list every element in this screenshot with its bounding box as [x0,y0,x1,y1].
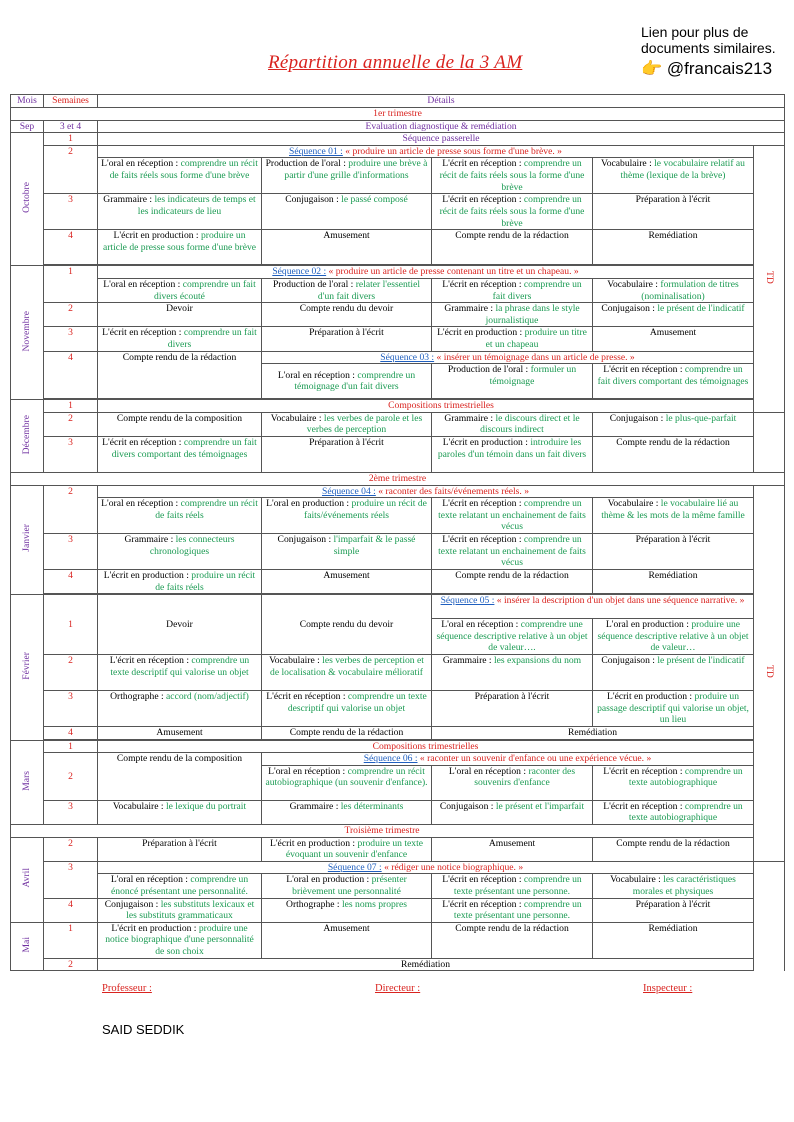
cell: Compte rendu du devoir [262,303,432,327]
week: 1 [44,740,98,753]
month-avril: Avril [21,868,33,888]
month-janvier: Janvier [21,524,33,552]
cell: Remédiation [593,230,754,265]
sequence-02-title: Séquence 02 : « produire un article de presse contenant un titre et un chapeau. » [98,266,754,279]
month-sep: Sep [11,120,44,133]
cell: Amusement [593,327,754,351]
month-octobre: Octobre [21,182,33,213]
cell: Compte rendu de la rédaction [593,436,754,472]
cell: Préparation à l'écrit [593,534,754,570]
cell: Préparation à l'écrit [98,837,262,861]
cell: L'écrit en réception : comprendre un texte autobiographique [593,765,754,800]
cell: L'écrit en production : produire un article de presse sous forme d'une brève [98,230,262,265]
week: 4 [44,351,98,399]
cell: L'écrit en réception : comprendre un texte présentant une personne. [432,874,593,898]
cell: Compte rendu de la rédaction [432,922,593,958]
header-details: Détails [98,95,785,108]
cell: Préparation à l'écrit [593,898,754,922]
week: 3 [44,436,98,472]
header-mois: Mois [11,95,44,108]
cell: Compte rendu de la rédaction [593,837,754,861]
cell: L'écrit en réception : comprendre un fait divers comportant des témoignages [593,364,754,399]
week: 2 [44,412,98,436]
cell: L'écrit en production : produire une notice biographique d'une personnalité de son choix [98,922,262,958]
cell: Devoir [98,595,262,655]
month-mai: Mai [21,937,33,953]
cell: Grammaire : la phrase dans le style journalistique [432,303,593,327]
cell: Production de l'oral : relater l'essentiel d'un fait divers [262,278,432,302]
week: 2 [44,837,98,861]
cell: L'écrit en réception : comprendre un fait divers comportant des témoignages [98,436,262,472]
cell: L'écrit en réception : comprendre un texte descriptif qui valorise un objet [262,691,432,727]
cell: Vocabulaire : formulation de titres (nominalisation) [593,278,754,302]
cell: Remédiation [593,922,754,958]
cell: L'écrit en production : produire un récit de faits réels [98,570,262,594]
sequence-04-title: Séquence 04 : « raconter des faits/événements réels. » [98,485,754,498]
month-fevrier: Février [21,651,33,680]
cell: L'écrit en réception : comprendre un texte relatant un enchainement de faits vécus [432,498,593,534]
cell: Remédiation [432,727,754,740]
header-semaines: Semaines [44,95,98,108]
cell: Amusement [262,230,432,265]
cell: Vocabulaire : les verbes de perception et de localisation & vocabulaire mélioratif [262,655,432,691]
cell: Remédiation [593,570,754,594]
week: 2 [44,655,98,691]
cell: Orthographe : accord (nom/adjectif) [98,691,262,727]
cell: L'oral en réception : comprendre un témoignage d'un fait divers [262,364,432,399]
cell: Grammaire : les expansions du nom [432,655,593,691]
week: 1 [44,595,98,655]
cell: L'écrit en réception : comprendre un récit de faits réels sous la forme d'une brève [432,158,593,194]
cell: Préparation à l'écrit [593,194,754,230]
week: 3 [44,327,98,351]
cell: L'écrit en réception : comprendre un texte autobiographique [593,800,754,824]
month-decembre: Décembre [21,414,33,454]
week: 3 [44,861,98,898]
cell: L'oral en réception : comprendre un énoncé présentant une personnalité. [98,874,262,898]
cell: Grammaire : le discours direct et le discours indirect [432,412,593,436]
cell: L'écrit en production : introduire les paroles d'un témoin dans un fait divers [432,436,593,472]
cell: Remédiation [98,958,754,971]
cell: L'oral en production : produire une séquence descriptive relative à un objet de valeur… [593,619,754,655]
week: 3 [44,194,98,230]
signature-professeur: Professeur : [102,983,152,994]
cell: Conjugaison : les substituts lexicaux et les substituts grammaticaux [98,898,262,922]
week: 2 [44,753,98,801]
cell: L'oral en réception : raconter des souvenirs d'enfance [432,765,593,800]
week: 1 [44,400,98,413]
similar-documents-link[interactable] [641,24,776,79]
week: 2 [44,958,98,971]
cell: L'écrit en réception : comprendre un texte descriptif qui valorise un objet [98,655,262,691]
trimestre-1: 1er trimestre [11,108,785,121]
cell: Vocabulaire : le vocabulaire relatif au thème (lexique de la brève) [593,158,754,194]
cell: Amusement [98,727,262,740]
cell: Conjugaison : le présent de l'indicatif [593,303,754,327]
cell: Préparation à l'écrit [262,436,432,472]
week: 2 [44,145,98,194]
cell: L'écrit en production : produire un titre et un chapeau [432,327,593,351]
sequence-passerelle: Séquence passerelle [98,133,785,146]
cell: L'oral en production : présenter brièvement une personnalité [262,874,432,898]
cell: Préparation à l'écrit [432,691,593,727]
cell: Amusement [262,570,432,594]
week: 2 [44,485,98,534]
cell: Orthographe : les noms propres [262,898,432,922]
week: 2 [44,303,98,327]
cell: Compte rendu de la rédaction [432,570,593,594]
td-label: TD [763,664,775,678]
cell: L'écrit en production : produire un texte évoquant un souvenir d'enfance [262,837,432,861]
link-text-line2: documents similaires. [641,40,776,56]
cell: Conjugaison : le passé composé [262,194,432,230]
cell: Grammaire : les connecteurs chronologiques [98,534,262,570]
week: 4 [44,898,98,922]
cell: L'oral en réception : comprendre un récit de faits réels [98,498,262,534]
cell: Devoir [98,303,262,327]
cell: Grammaire : les indicateurs de temps et les indicateurs de lieu [98,194,262,230]
trimestre-3: Troisième trimestre [11,825,754,838]
cell: L'oral en réception : comprendre un récit autobiographique (un souvenir d'enfance). [262,765,432,800]
signature-inspecteur: Inspecteur : [643,983,693,994]
cell: Compte rendu de la rédaction [432,230,593,265]
cell: L'écrit en réception : comprendre un fait divers [432,278,593,302]
cell: Compte rendu de la composition [98,753,262,801]
cell: Compte rendu de la rédaction [262,727,432,740]
cell: Vocabulaire : les caractéristiques morales et physiques [593,874,754,898]
week: 1 [44,266,98,303]
repartition-table [10,94,785,971]
link-text-line1: Lien pour plus de [641,24,749,40]
cell: L'oral en réception : comprendre un fait divers écouté [98,278,262,302]
week: 1 [44,133,98,146]
cell: Vocabulaire : les verbes de parole et les verbes de perception [262,412,432,436]
cell: Conjugaison : le présent de l'indicatif [593,655,754,691]
cell: Amusement [262,922,432,958]
page-title: Répartition annuelle de la 3 AM [268,52,523,73]
sequence-03-title: Séquence 03 : « insérer un témoignage dans un article de presse. » [262,351,754,364]
cell: L'écrit en réception : comprendre un fait divers [98,327,262,351]
sequence-06-title: Séquence 06 : « raconter un souvenir d'enfance ou une expérience vécue. » [262,753,754,766]
cell: Compte rendu de la rédaction [98,351,262,399]
cell: L'écrit en réception : comprendre un texte présentant une personne. [432,898,593,922]
week: 3 [44,534,98,570]
week: 4 [44,230,98,265]
sequence-01-title: Séquence 01 : « produire un article de presse sous forme d'une brève. » [98,145,754,158]
cell: Conjugaison : le présent et l'imparfait [432,800,593,824]
author-name: SAID SEDDIK [102,1022,185,1037]
signature-directeur: Directeur : [375,983,421,994]
week: 3 [44,800,98,824]
cell: Vocabulaire : le lexique du portrait [98,800,262,824]
sequence-07-title: Séquence 07 : « rédiger une notice biographique. » [98,861,754,874]
cell: L'écrit en réception : comprendre un récit de faits réels sous la forme d'une brève [432,194,593,230]
cell: L'oral en production : produire un récit de faits/événements réels [262,498,432,534]
compositions-trimestrielles: Compositions trimestrielles [98,740,754,753]
sequence-05-title: Séquence 05 : « insérer la description d'un objet dans une séquence narrative. » [432,595,754,619]
week: 3 [44,691,98,727]
cell: Conjugaison : le plus-que-parfait [593,412,754,436]
cell: Grammaire : les déterminants [262,800,432,824]
compositions-trimestrielles: Compositions trimestrielles [98,400,785,413]
cell: Amusement [432,837,593,861]
td-label: TD [763,270,775,284]
cell: Vocabulaire : le vocabulaire lié au thème & les mots de la même famille [593,498,754,534]
week: 4 [44,727,98,740]
cell: Compte rendu de la composition [98,412,262,436]
cell: Compte rendu du devoir [262,595,432,655]
evaluation-row: Evaluation diagnostique & remédiation [98,120,785,133]
cell: Production de l'oral : formuler un témoignage [432,364,593,399]
cell: Préparation à l'écrit [262,327,432,351]
cell: Production de l'oral : produire une brève à partir d'une grille d'informations [262,158,432,194]
cell: L'oral en réception : comprendre un récit de faits réels sous forme d'une brève [98,158,262,194]
pointing-hand-icon: 👉 [641,59,663,78]
week: 3 et 4 [44,120,98,133]
handle-text[interactable]: @francais213 [666,59,773,78]
cell: L'écrit en réception : comprendre un texte relatant un enchainement de faits vécus [432,534,593,570]
cell: Conjugaison : l'imparfait & le passé simple [262,534,432,570]
month-mars: Mars [21,770,33,791]
cell: L'oral en réception : comprendre une séquence descriptive relative à un objet de valeur…. [432,619,593,655]
week: 1 [44,922,98,958]
trimestre-2: 2ème trimestre [11,472,785,485]
cell: L'écrit en production : produire un passage descriptif qui valorise un objet, un lieu [593,691,754,727]
week: 4 [44,570,98,594]
month-novembre: Novembre [21,310,33,352]
